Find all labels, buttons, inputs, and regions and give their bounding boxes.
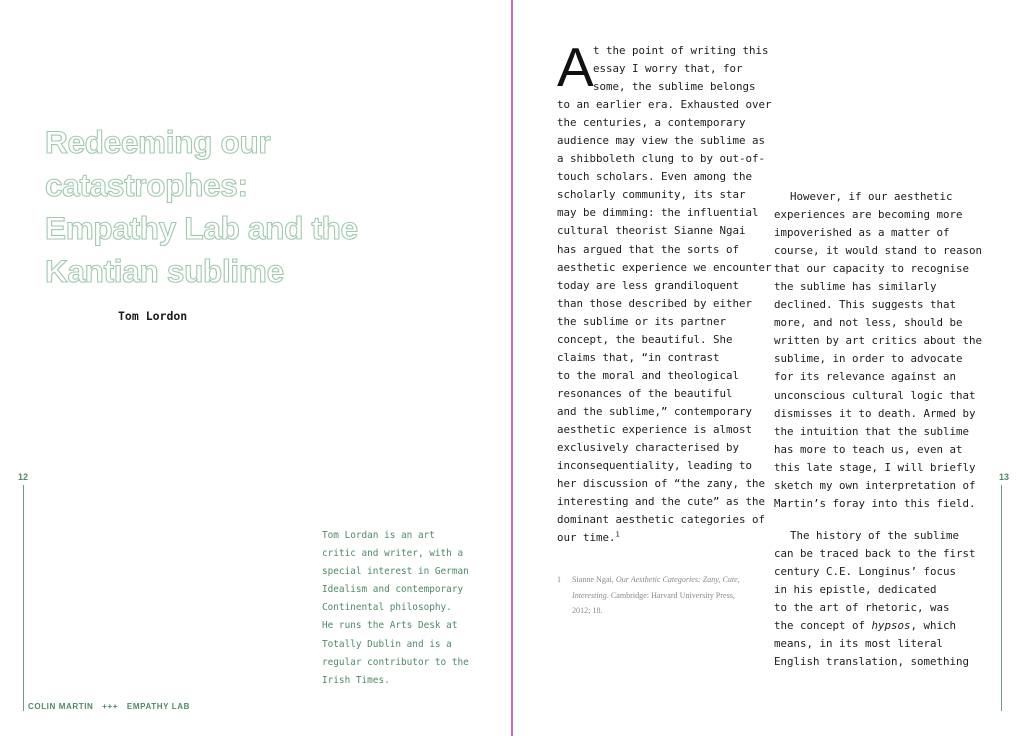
bio-line: Irish Times. <box>322 674 390 686</box>
body-line: impoverished as a matter of <box>774 226 950 240</box>
body-line: and the sublime,” contemporary <box>557 404 753 418</box>
body-line: more, and not less, should be <box>774 316 963 330</box>
footnote-line: 2012; 18. <box>572 606 603 616</box>
body-line: sublime, in order to advocate <box>774 352 963 366</box>
bio-line: critic and writer, with a <box>322 548 464 560</box>
title-line: Kantian sublime <box>45 253 284 289</box>
body-line: course, it would stand to reason <box>774 244 983 258</box>
body-line: her discussion of “the zany, the <box>557 477 766 491</box>
footnote <box>557 572 762 619</box>
footnote-number: 1 <box>557 575 562 584</box>
footnote-marker[interactable]: 1 <box>615 530 620 539</box>
body-line: unconscious cultural logic that <box>774 388 976 402</box>
body-line: declined. This suggests that <box>774 298 957 312</box>
body-line: sketch my own interpretation of <box>774 478 976 492</box>
body-line: to an earlier era. Exhausted over <box>557 98 772 112</box>
footnote-text: Sianne Ngai, <box>572 575 616 584</box>
body-line-text: , which <box>910 619 957 633</box>
body-line: than those described by either <box>557 296 753 310</box>
footnote-book-title: Interesting <box>572 590 607 600</box>
body-line: this late stage, I will briefly <box>774 460 976 474</box>
body-line: However, if our aesthetic <box>790 190 953 203</box>
bio-line: Totally Dublin and is a <box>322 638 452 650</box>
bio-line: Tom Lordan is an art <box>322 530 435 541</box>
body-line: touch scholars. Even among the <box>557 170 753 184</box>
title-line: catastrophes: <box>45 167 248 203</box>
body-line: concept, the beautiful. She <box>557 332 733 346</box>
body-line: claims that, “in contrast <box>557 350 720 364</box>
title-line: Redeeming our <box>45 124 271 160</box>
title-line: Empathy Lab and the <box>45 210 358 246</box>
margin-rule-left <box>23 485 24 711</box>
body-line: scholarly community, its star <box>557 188 746 202</box>
body-line: audience may view the sublime as <box>557 134 766 148</box>
footnote-text: . Cambridge: Harvard University Press, <box>606 590 735 600</box>
body-line: today are less grandiloquent <box>557 278 740 292</box>
body-line: may be dimming: the influential <box>557 206 759 220</box>
right-page <box>513 0 1024 736</box>
body-line: for its relevance against an <box>774 370 957 384</box>
body-line: exclusively characterised by <box>557 441 740 455</box>
body-line: dominant aesthetic categories of <box>557 513 766 527</box>
body-line <box>557 529 772 547</box>
page-number-right: 13 <box>999 472 1010 482</box>
footer-separator: +++ <box>102 702 119 711</box>
bio-line: He runs the Arts Desk at <box>322 620 458 632</box>
body-line: the centuries, a contemporary <box>557 116 746 130</box>
body-column-1 <box>557 36 772 547</box>
page-number-left: 12 <box>18 472 29 482</box>
body-line: experiences are becoming more <box>774 208 963 222</box>
body-line: that our capacity to recognise <box>774 262 970 276</box>
body-line: The history of the sublime <box>790 528 960 542</box>
body-line-text: our time. <box>557 531 616 545</box>
running-footer <box>28 702 196 711</box>
author-bio <box>322 527 487 690</box>
body-line: in his epistle, dedicated <box>774 582 937 596</box>
footnote-line <box>557 572 762 588</box>
body-line: aesthetic experience is almost <box>557 422 753 436</box>
body-line-text: the concept of <box>774 619 872 633</box>
body-line: dismisses it to death. Armed by <box>774 406 976 420</box>
body-line: means, in its most literal <box>774 637 944 651</box>
emphasis-hypsos: hypsos <box>871 619 911 633</box>
body-column-2 <box>774 188 989 671</box>
body-line: aesthetic experience we encounter <box>557 260 772 274</box>
body-line: cultural theorist Sianne Ngai <box>557 224 746 238</box>
body-line: a shibboleth clung to by out-of- <box>557 152 766 166</box>
bio-line: regular contributor to the <box>322 656 469 668</box>
body-line <box>774 617 989 635</box>
body-line: inconsequentiality, leading to <box>557 459 753 473</box>
drop-cap: A <box>557 36 594 98</box>
body-line: resonances of the beautiful <box>557 386 733 400</box>
body-line: to the moral and theological <box>557 368 740 382</box>
body-line: interesting and the cute” as the <box>557 495 766 509</box>
body-line: has argued that the sorts of <box>557 242 740 256</box>
body-line: can be traced back to the first <box>774 546 976 560</box>
body-line: the intuition that the sublime <box>774 424 970 438</box>
margin-rule-right <box>1001 485 1002 711</box>
left-page <box>0 0 511 736</box>
paragraph-gap <box>774 513 989 527</box>
footer-name: COLIN MARTIN <box>28 702 94 711</box>
body-line: essay I worry that, for <box>593 62 743 76</box>
essay-title <box>45 121 445 293</box>
bio-line: Idealism and contemporary <box>322 584 464 596</box>
author-name: Tom Lordon <box>118 309 188 323</box>
body-line: the sublime or its partner <box>557 314 727 328</box>
body-line: English translation, something <box>774 655 970 669</box>
footnote-book-title: Our Aesthetic Categories: Zany, Cute, <box>615 575 740 584</box>
body-line: century C.E. Longinus’ focus <box>774 564 957 578</box>
body-line: has more to teach us, even at <box>774 442 963 456</box>
body-line: written by art critics about the <box>774 334 983 348</box>
body-line: to the art of rhetoric, was <box>774 601 950 615</box>
body-line: some, the sublime belongs <box>593 80 756 94</box>
footnote-line <box>572 588 762 604</box>
body-line: t the point of writing this <box>593 44 769 57</box>
bio-line: special interest in German <box>322 566 469 578</box>
footer-project: EMPATHY LAB <box>126 702 190 711</box>
body-line: the sublime has similarly <box>774 280 937 294</box>
body-line: Martin’s foray into this field. <box>774 496 976 510</box>
bio-line: Continental philosophy. <box>322 602 452 614</box>
